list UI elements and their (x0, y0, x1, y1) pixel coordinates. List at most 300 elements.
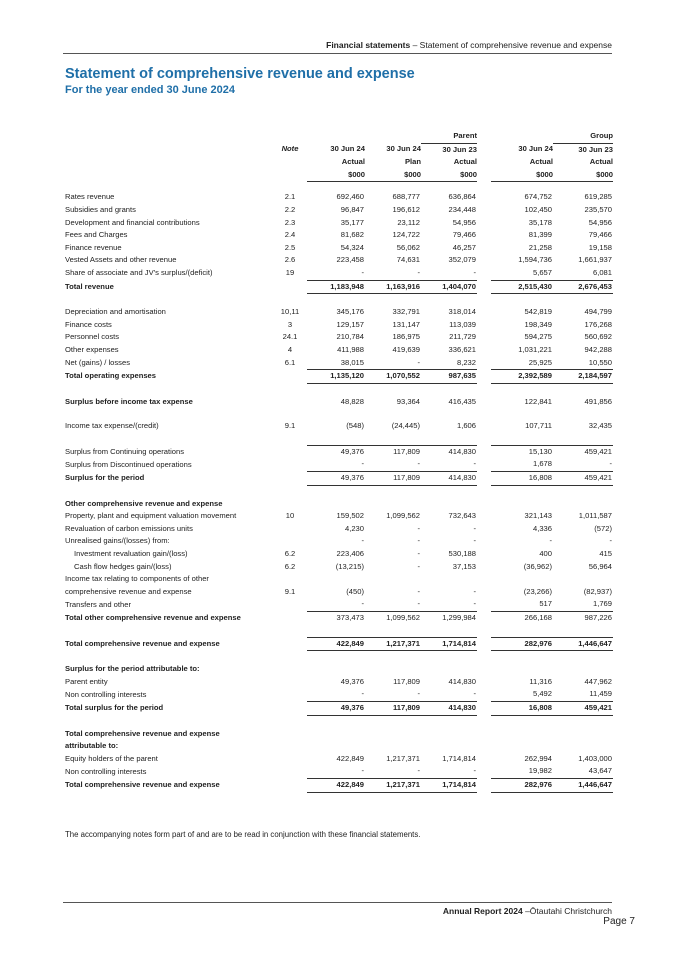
row-note: 2.4 (284, 230, 296, 240)
value-cell: 447,962 (584, 676, 612, 686)
footer-rule (63, 902, 612, 903)
row-note (273, 753, 307, 766)
value-cell: 1,661,937 (578, 255, 612, 265)
row-note (273, 498, 307, 511)
value-cell: 336,621 (448, 344, 476, 354)
value-cell: 35,177 (340, 217, 364, 227)
column-gap (477, 191, 491, 204)
value-cell: 21,258 (528, 242, 552, 252)
value-cell (421, 740, 477, 753)
value-cell: 81,399 (528, 230, 552, 240)
row-note (273, 472, 307, 486)
column-gap (477, 357, 491, 370)
value-cell: 1,714,814 (421, 778, 477, 792)
value-cell: 530,188 (448, 549, 476, 559)
value-cell: 122,841 (524, 396, 552, 406)
row-note: 6.2 (284, 549, 296, 559)
table-row (65, 267, 613, 280)
financial-statement-table (65, 130, 613, 793)
value-cell: 636,864 (448, 192, 476, 202)
value-cell: 56,964 (588, 561, 612, 571)
value-cell: 186,975 (392, 332, 420, 342)
table-row (65, 445, 613, 458)
column-gap (477, 267, 491, 280)
row-label: Share of associate and JV's surplus/(deficit) (65, 268, 213, 278)
table-row (65, 753, 613, 766)
value-cell: 43,647 (588, 766, 612, 776)
row-label: Finance costs (65, 319, 112, 329)
value-cell: - (417, 536, 420, 546)
value-cell: 223,458 (336, 255, 364, 265)
value-cell: 266,168 (491, 612, 553, 625)
row-note: 9.1 (284, 586, 296, 596)
value-cell: - (361, 766, 364, 776)
row-note (273, 612, 307, 625)
value-cell: - (473, 599, 476, 609)
table-row (65, 637, 613, 651)
value-cell: (13,215) (335, 561, 364, 571)
row-label: Total revenue (65, 281, 114, 291)
value-cell: 1,606 (456, 421, 476, 431)
value-cell: 373,473 (307, 612, 365, 625)
value-cell: 49,376 (307, 701, 365, 715)
column-gap (477, 331, 491, 344)
value-cell: 210,784 (336, 332, 364, 342)
row-note (273, 598, 307, 611)
value-cell: 37,153 (452, 561, 476, 571)
value-cell (421, 728, 477, 741)
column-gap (477, 445, 491, 458)
value-cell: - (609, 459, 612, 469)
col-1-date: 30 Jun 24 (330, 144, 365, 154)
value-cell: (24,445) (391, 421, 420, 431)
value-cell: - (361, 536, 364, 546)
spacer-row (65, 625, 613, 638)
table-row (65, 217, 613, 230)
value-cell: 96,847 (340, 204, 364, 214)
value-cell: 674,752 (524, 192, 552, 202)
value-cell: 6,081 (592, 267, 612, 277)
header-subtitle: – Statement of comprehensive revenue and expense (410, 40, 612, 50)
row-label: Non controlling interests (65, 689, 147, 699)
row-note (273, 676, 307, 689)
value-cell: - (417, 689, 420, 699)
table-row (65, 586, 613, 599)
value-cell: 987,635 (421, 370, 477, 384)
column-gap (477, 510, 491, 523)
note-heading: Note (281, 144, 299, 154)
column-gap (477, 740, 491, 753)
row-label: Vested Assets and other revenue (65, 255, 177, 265)
value-cell: 159,502 (336, 511, 364, 521)
value-cell (421, 663, 477, 676)
table-row (65, 344, 613, 357)
table-row (65, 396, 613, 409)
table-row (65, 740, 613, 753)
row-note: 2.5 (284, 242, 296, 252)
row-label: Total operating expenses (65, 371, 157, 381)
value-cell: (450) (346, 586, 364, 596)
row-note: 6.1 (284, 357, 296, 367)
row-label: Transfers and other (65, 599, 131, 609)
value-cell: 1,446,647 (553, 778, 613, 792)
col-5-date: 30 Jun 23 (578, 144, 613, 154)
value-cell: 19,982 (528, 766, 552, 776)
value-cell (421, 498, 477, 511)
row-label: Revaluation of carbon emissions units (65, 523, 193, 533)
row-label: Finance revenue (65, 242, 122, 252)
table-row (65, 676, 613, 689)
row-note: 2.6 (284, 255, 296, 265)
spacer-row (65, 485, 613, 498)
value-cell: 560,692 (584, 332, 612, 342)
row-label: comprehensive revenue and expense (65, 586, 192, 596)
value-cell: 517 (539, 599, 552, 609)
spacer-row (65, 294, 613, 307)
row-note: 6.2 (284, 561, 296, 571)
column-gap (477, 688, 491, 701)
value-cell (307, 663, 365, 676)
value-cell: 318,014 (448, 307, 476, 317)
value-cell: 345,176 (336, 307, 364, 317)
value-cell: 1,135,120 (307, 370, 365, 384)
value-cell: 54,956 (452, 217, 476, 227)
table-row (65, 535, 613, 548)
row-label: Non controlling interests (65, 766, 147, 776)
column-gap (477, 676, 491, 689)
value-cell: - (361, 267, 364, 277)
column-gap (477, 254, 491, 267)
value-cell: 196,612 (392, 204, 420, 214)
page-title: Statement of comprehensive revenue and expense (65, 66, 415, 82)
table-row (65, 370, 613, 384)
value-cell: 1,070,552 (365, 370, 421, 384)
value-cell: 1,404,070 (421, 280, 477, 294)
value-cell: 411,988 (337, 344, 364, 354)
column-gap (477, 586, 491, 599)
value-cell: 5,492 (532, 689, 552, 699)
page-subtitle: For the year ended 30 June 2024 (65, 84, 235, 96)
row-note (273, 458, 307, 471)
table-row (65, 765, 613, 778)
value-cell: 117,809 (365, 701, 421, 715)
value-cell: 49,376 (340, 676, 364, 686)
table-row (65, 191, 613, 204)
value-cell: 422,849 (307, 778, 365, 792)
value-cell: 234,448 (448, 204, 476, 214)
value-cell: 692,460 (336, 192, 364, 202)
table-row (65, 306, 613, 319)
value-cell: 422,849 (307, 637, 365, 651)
spacer-row (65, 433, 613, 446)
value-cell: 1,217,371 (365, 637, 421, 651)
row-note (273, 663, 307, 676)
column-gap (477, 242, 491, 255)
value-cell (307, 728, 365, 741)
row-note (273, 701, 307, 715)
value-cell: 542,819 (524, 307, 552, 317)
value-cell: 54,324 (340, 242, 364, 252)
column-gap (477, 753, 491, 766)
row-label: Investment revaluation gain/(loss) (74, 549, 188, 559)
value-cell: 422,849 (336, 753, 364, 763)
value-cell: - (417, 549, 420, 559)
row-label: Total surplus for the period (65, 702, 164, 712)
value-cell: 48,828 (340, 396, 364, 406)
row-label: Equity holders of the parent (65, 753, 158, 763)
value-cell: 1,714,814 (421, 637, 477, 651)
row-label: Surplus for the period attributable to: (65, 664, 200, 674)
table-row (65, 663, 613, 676)
footer-place: –Ōtautahi Christchurch (522, 906, 612, 916)
value-cell: 2,515,430 (491, 280, 553, 294)
value-cell: (82,937) (583, 586, 612, 596)
row-label: Surplus from Continuing operations (65, 446, 185, 456)
value-cell: 732,643 (448, 511, 476, 521)
value-cell: - (473, 267, 476, 277)
value-cell: 79,466 (452, 230, 476, 240)
row-label: Other comprehensive revenue and expense (65, 498, 223, 508)
col-1-unit: $000 (307, 169, 365, 182)
header-section: Financial statements (326, 40, 411, 50)
value-cell: 8,232 (456, 357, 476, 367)
table-row (65, 280, 613, 294)
column-gap (477, 217, 491, 230)
col-5-unit: $000 (553, 169, 613, 182)
column-gap (477, 523, 491, 536)
value-cell: 415 (599, 549, 612, 559)
value-cell: (548) (346, 421, 364, 431)
table-row (65, 612, 613, 625)
value-cell (491, 573, 553, 586)
value-cell: - (361, 689, 364, 699)
column-gap (477, 561, 491, 574)
row-note: 10,11 (280, 307, 300, 317)
table-row (65, 561, 613, 574)
row-label: Parent entity (65, 676, 108, 686)
value-cell (491, 498, 553, 511)
spacer-row (65, 651, 613, 664)
row-note (273, 728, 307, 741)
column-gap (477, 728, 491, 741)
row-note (273, 445, 307, 458)
table-row (65, 688, 613, 701)
table-row (65, 420, 613, 433)
running-footer (443, 906, 612, 916)
value-cell (491, 728, 553, 741)
row-note: 4 (287, 344, 293, 354)
value-cell: 262,994 (524, 753, 552, 763)
value-cell: 131,147 (392, 319, 420, 329)
value-cell: 4,336 (532, 523, 552, 533)
value-cell: 198,349 (524, 319, 552, 329)
value-cell: - (473, 689, 476, 699)
value-cell: - (473, 766, 476, 776)
col-3-date: 30 Jun 23 (442, 144, 477, 154)
col-4-unit: $000 (491, 169, 553, 182)
value-cell: (23,266) (523, 586, 552, 596)
col-4-basis: Actual (529, 157, 553, 167)
value-cell (365, 573, 421, 586)
value-cell: 4,230 (344, 523, 364, 533)
row-note: 3 (287, 319, 293, 329)
table-row (65, 229, 613, 242)
value-cell: - (361, 459, 364, 469)
value-cell (553, 728, 613, 741)
value-cell: 11,316 (529, 676, 552, 686)
value-cell: 352,079 (448, 255, 476, 265)
column-gap (477, 612, 491, 625)
value-cell: - (473, 523, 476, 533)
value-cell: 942,288 (584, 344, 612, 354)
table-row (65, 242, 613, 255)
column-gap (477, 598, 491, 611)
row-note: 19 (285, 268, 295, 278)
value-cell: 79,466 (588, 230, 612, 240)
value-cell (553, 573, 613, 586)
column-gap (477, 778, 491, 792)
row-note (273, 370, 307, 384)
value-cell: 117,809 (365, 445, 421, 458)
col-4-date: 30 Jun 24 (518, 144, 553, 154)
row-label: Surplus before income tax expense (65, 396, 193, 406)
value-cell: 459,421 (553, 472, 613, 486)
value-cell: 35,178 (528, 217, 552, 227)
value-cell: 459,421 (553, 445, 613, 458)
value-cell: 282,976 (491, 778, 553, 792)
row-label: Property, plant and equipment valuation movement (65, 511, 237, 521)
value-cell: 414,830 (448, 676, 476, 686)
value-cell: 46,257 (452, 242, 476, 252)
row-label: Other expenses (65, 344, 119, 354)
value-cell: 688,777 (392, 192, 420, 202)
value-cell: 32,435 (588, 421, 612, 431)
value-cell (421, 573, 477, 586)
value-cell: 102,450 (524, 204, 552, 214)
value-cell: 1,678 (532, 459, 552, 469)
value-cell: 494,799 (584, 307, 612, 317)
column-gap (477, 229, 491, 242)
column-gap (477, 573, 491, 586)
value-cell (365, 663, 421, 676)
table-row (65, 472, 613, 486)
row-note (273, 396, 307, 409)
table-row (65, 510, 613, 523)
col-3-basis: Actual (453, 157, 477, 167)
value-cell: 332,791 (392, 307, 420, 317)
row-label: Development and financial contributions (65, 217, 200, 227)
value-cell: - (549, 536, 552, 546)
value-cell: 414,830 (421, 472, 477, 486)
row-note: 2.3 (284, 217, 296, 227)
table-row (65, 548, 613, 561)
table-row (65, 728, 613, 741)
value-cell: - (417, 357, 420, 367)
column-gap (477, 765, 491, 778)
value-cell: 113,039 (449, 319, 476, 329)
row-note: 2.2 (284, 204, 296, 214)
page-number: Page 7 (603, 916, 635, 927)
value-cell: 117,809 (393, 676, 420, 686)
value-cell (491, 663, 553, 676)
value-cell: 414,830 (421, 445, 477, 458)
value-cell: 211,729 (449, 332, 476, 342)
table-row (65, 357, 613, 370)
value-cell: 2,184,597 (553, 370, 613, 384)
value-cell: 1,217,371 (365, 778, 421, 792)
value-cell (365, 728, 421, 741)
value-cell: 416,435 (448, 396, 476, 406)
spacer-row (65, 383, 613, 396)
value-cell: 1,403,000 (578, 753, 612, 763)
value-cell: 49,376 (307, 472, 365, 486)
value-cell: - (361, 599, 364, 609)
col-2-basis: Plan (404, 157, 421, 167)
value-cell: 491,856 (584, 396, 612, 406)
table-row (65, 319, 613, 332)
row-label: Total comprehensive revenue and expense (65, 779, 220, 789)
table-row (65, 598, 613, 611)
column-gap (477, 204, 491, 217)
value-cell (491, 740, 553, 753)
row-label: Depreciation and amortisation (65, 307, 166, 317)
value-cell: - (417, 459, 420, 469)
value-cell: 93,364 (396, 396, 420, 406)
value-cell: 223,406 (336, 549, 364, 559)
column-gap (477, 306, 491, 319)
column-gap (477, 344, 491, 357)
value-cell: 16,808 (491, 472, 553, 486)
value-cell: (572) (594, 523, 612, 533)
row-label: Income tax expense/(credit) (65, 421, 159, 431)
value-cell: 1,769 (592, 599, 612, 609)
value-cell: 25,925 (528, 357, 552, 367)
value-cell: 19,158 (588, 242, 612, 252)
row-label: Surplus for the period (65, 473, 145, 483)
value-cell: 15,130 (491, 445, 553, 458)
value-cell (307, 740, 365, 753)
table-row (65, 458, 613, 471)
parent-heading: Parent (421, 130, 477, 143)
header-rule (63, 53, 612, 54)
value-cell: - (417, 766, 420, 776)
value-cell: 1,099,562 (386, 511, 420, 521)
table-row (65, 523, 613, 536)
value-cell: 1,011,587 (578, 511, 612, 521)
value-cell: 107,711 (525, 421, 552, 431)
value-cell: 23,112 (397, 217, 420, 227)
value-cell: 11,459 (589, 689, 612, 699)
value-cell: 2,392,589 (491, 370, 553, 384)
row-note: 24.1 (282, 332, 298, 342)
value-cell: - (417, 599, 420, 609)
footer-report: Annual Report 2024 (442, 906, 523, 916)
value-cell: 1,714,814 (442, 753, 476, 763)
column-gap (477, 701, 491, 715)
column-gap (477, 319, 491, 332)
row-label: attributable to: (65, 741, 119, 751)
column-gap (477, 458, 491, 471)
table-row (65, 701, 613, 715)
table-row (65, 778, 613, 792)
row-label: Rates revenue (65, 192, 115, 202)
value-cell: 117,809 (365, 472, 421, 486)
spacer-row (65, 715, 613, 728)
value-cell: 10,550 (588, 357, 612, 367)
table-row (65, 331, 613, 344)
row-note (273, 765, 307, 778)
row-note: 2.1 (284, 192, 296, 202)
